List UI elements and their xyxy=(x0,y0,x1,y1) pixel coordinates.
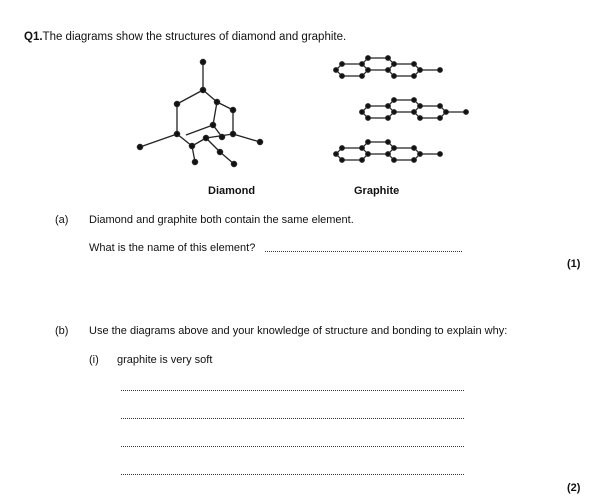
diamond-label: Diamond xyxy=(208,185,256,197)
part-b-i-number: (i) xyxy=(89,354,99,366)
question-title xyxy=(24,31,346,43)
part-a-letter: (a) xyxy=(55,214,69,226)
part-b-answer-line[interactable] xyxy=(121,446,464,447)
part-b-answer-line[interactable] xyxy=(121,418,464,419)
part-b-answer-line[interactable] xyxy=(121,390,464,391)
graphite-structure-diagram xyxy=(334,56,469,163)
question-intro: The diagrams show the structures of diamond and graphite. xyxy=(42,31,347,43)
graphite-layer-top xyxy=(334,56,443,79)
graphite-label: Graphite xyxy=(354,185,400,197)
graphite-layer-middle xyxy=(360,98,469,121)
diamond-structure-diagram xyxy=(137,59,262,166)
part-b-i-text: graphite is very soft xyxy=(117,354,213,366)
part-b-letter: (b) xyxy=(55,325,69,337)
part-b-marks: (2) xyxy=(567,482,581,494)
part-a-prompt: What is the name of this element? xyxy=(89,242,256,254)
graphite-layer-bottom xyxy=(334,140,443,163)
question-number: Q1. xyxy=(24,31,43,43)
part-b-statement: Use the diagrams above and your knowledge of structure and bonding to explain why: xyxy=(89,325,508,337)
part-a-statement: Diamond and graphite both contain the same element. xyxy=(89,214,354,226)
part-a-answer-line[interactable] xyxy=(265,251,462,252)
part-a-marks: (1) xyxy=(567,258,581,270)
structure-diagrams xyxy=(130,52,480,172)
part-b-answer-line[interactable] xyxy=(121,474,464,475)
